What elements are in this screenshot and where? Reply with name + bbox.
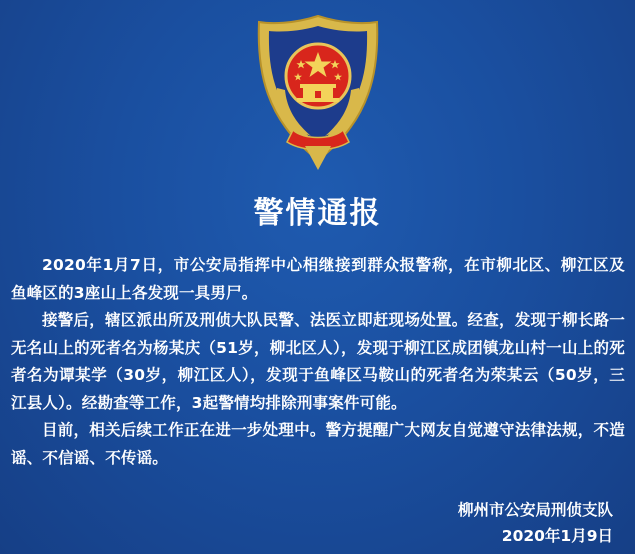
notice-body [11, 252, 625, 472]
notice-paragraph: 目前，相关后续工作正在进一步处理中。警方提醒广大网友自觉遵守法律法规，不造谣、不信谣、不传谣。 [11, 421, 625, 467]
notice-signature [458, 497, 613, 549]
issuer-name: 柳州市公安局刑侦支队 [457, 501, 613, 519]
police-badge-icon [253, 10, 383, 180]
notice-paragraph: 接警后，辖区派出所及刑侦大队民警、法医立即赶现场处置。经查，发现于柳长路一无名山上的死者名为杨某庆（51岁，柳北区人），发现于柳江区成团镇龙山村一山上的死者名为谭某学（30岁，柳江区人），发现于鱼峰区马鞍山的死者名为荣某云（50岁，三江县人）。经勘查等工作，3起警情均排除刑事案件可能。 [11, 311, 625, 412]
notice-title: 警情通报 [253, 196, 382, 231]
issue-date: 2020年1月9日 [501, 527, 613, 545]
notice-paragraph: 2020年1月7日，市公安局指挥中心相继接到群众报警称，在市柳北区、柳江区及鱼峰区的3座山上各发现一具男尸。 [11, 256, 625, 302]
